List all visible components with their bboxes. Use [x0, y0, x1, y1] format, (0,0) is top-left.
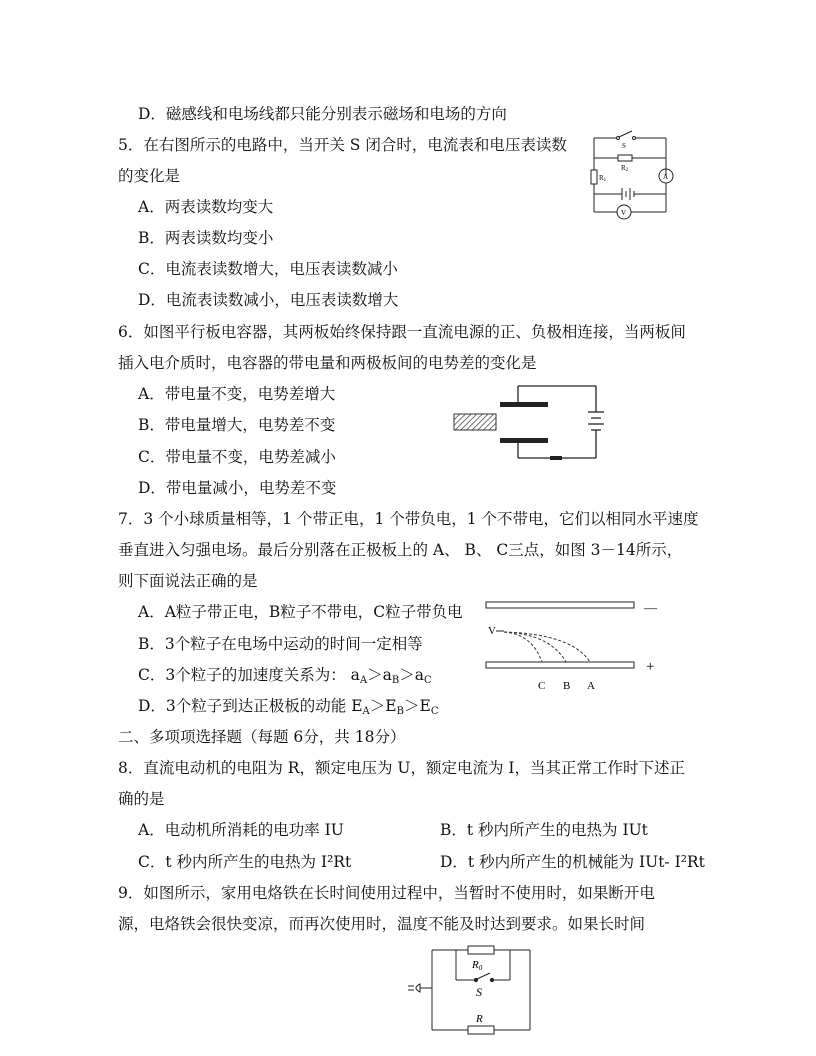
q7-trajectory-c	[504, 632, 542, 662]
q5-option-a: A．两表读数均变大	[138, 198, 274, 216]
q5-voltmeter-label: V	[621, 209, 627, 217]
q7-deflection-figure	[480, 596, 670, 696]
q7-trajectory-a	[504, 632, 590, 662]
q7-option-a: A．A粒子带正电，B粒子不带电，C粒子带负电	[138, 603, 463, 621]
q5-r1-label: R1	[599, 174, 607, 183]
q6-option-b: B．带电量增大，电势差不变	[138, 416, 336, 434]
q8-option-d: D．t 秒内所产生的机械能为 IUt- I²Rt	[440, 853, 705, 871]
q7-point-b: B	[563, 680, 571, 692]
q6-stem-line2: 插入电介质时，电容器的带电量和两极板间的电势差的变化是	[118, 354, 537, 372]
q9-r0-label: R0	[472, 959, 483, 972]
q7-option-d: D．3个粒子到达正极板的动能 $E_A>E_B>E_C$	[138, 697, 439, 717]
q5-ammeter-label: A	[663, 173, 669, 181]
q4-option-d: D．磁感线和电场线都只能分别表示磁场和电场的方向	[138, 105, 507, 123]
q9-switch-label: S	[476, 985, 482, 999]
q7-option-c: C．3个粒子的加速度关系为： $a_A>a_B>a_C$	[138, 666, 432, 686]
q7-velocity-label: V	[488, 625, 496, 637]
q5-option-b: B．两表读数均变小	[138, 229, 274, 247]
q9-soldering-iron-circuit	[406, 944, 536, 1036]
q9-stem-line2: 源，电烙铁会很快变凉，而再次使用时，温度不能及时达到要求。如果长时间	[118, 915, 646, 933]
q8-option-b: B．t 秒内所产生的电热为 IUt	[440, 821, 648, 839]
q9-r-label: R	[476, 1013, 483, 1025]
q5-stem-line2: 的变化是	[118, 167, 181, 185]
q8-option-a: A．电动机所消耗的电功率 IU	[138, 821, 344, 839]
q7-trajectory-b	[504, 632, 566, 662]
q7-plus-sign: +	[646, 659, 655, 675]
q6-option-a: A．带电量不变，电势差增大	[138, 385, 336, 403]
q5-stem-line1: 5．在右图所示的电路中，当开关 S 闭合时，电流表和电压表读数	[118, 136, 567, 154]
q8-stem-line1: 8．直流电动机的电阻为 R，额定电压为 U，额定电流为 I，当其正常工作时下述正	[118, 759, 686, 777]
q7-point-a: A	[587, 680, 595, 692]
q7-stem-line3: 则下面说法正确的是	[118, 572, 258, 590]
q6-option-d: D．带电量减小，电势差不变	[138, 479, 337, 497]
q7-point-c: C	[538, 680, 546, 692]
q7-minus-sign: —	[644, 600, 657, 615]
q5-circuit-figure	[586, 128, 682, 224]
q5-option-c: C．电流表读数增大，电压表读数减小	[138, 260, 398, 278]
q7-option-b: B．3个粒子在电场中运动的时间一定相等	[138, 635, 423, 653]
section2-heading: 二、多项项选择题（每题 6分，共 18分）	[118, 728, 406, 746]
q8-option-c: C．t 秒内所产生的电热为 I²Rt	[138, 853, 352, 871]
q7-stem-line2: 垂直进入匀强电场。最后分别落在正极板上的 A、 B、 C三点，如图 3－14所示，	[118, 541, 683, 559]
q6-capacitor-figure	[448, 380, 618, 466]
q5-r2-label: R2	[621, 164, 629, 173]
q9-stem-line1: 9．如图所示，家用电烙铁在长时间使用过程中，当暂时不使用时，如果断开电	[118, 884, 655, 902]
q7-stem-line1: 7．3 个小球质量相等，1 个带正电，1 个带负电，1 个不带电，它们以相同水平速度	[118, 510, 699, 528]
q6-stem-line1: 6．如图平行板电容器，其两板始终保持跟一直流电源的正、负极相连接，当两板间	[118, 323, 686, 341]
q5-switch-label: S	[622, 142, 626, 150]
q5-option-d: D．电流表读数减小，电压表读数增大	[138, 291, 399, 309]
q6-option-c: C．带电量不变，电势差减小	[138, 448, 336, 466]
q8-stem-line2: 确的是	[118, 790, 165, 808]
